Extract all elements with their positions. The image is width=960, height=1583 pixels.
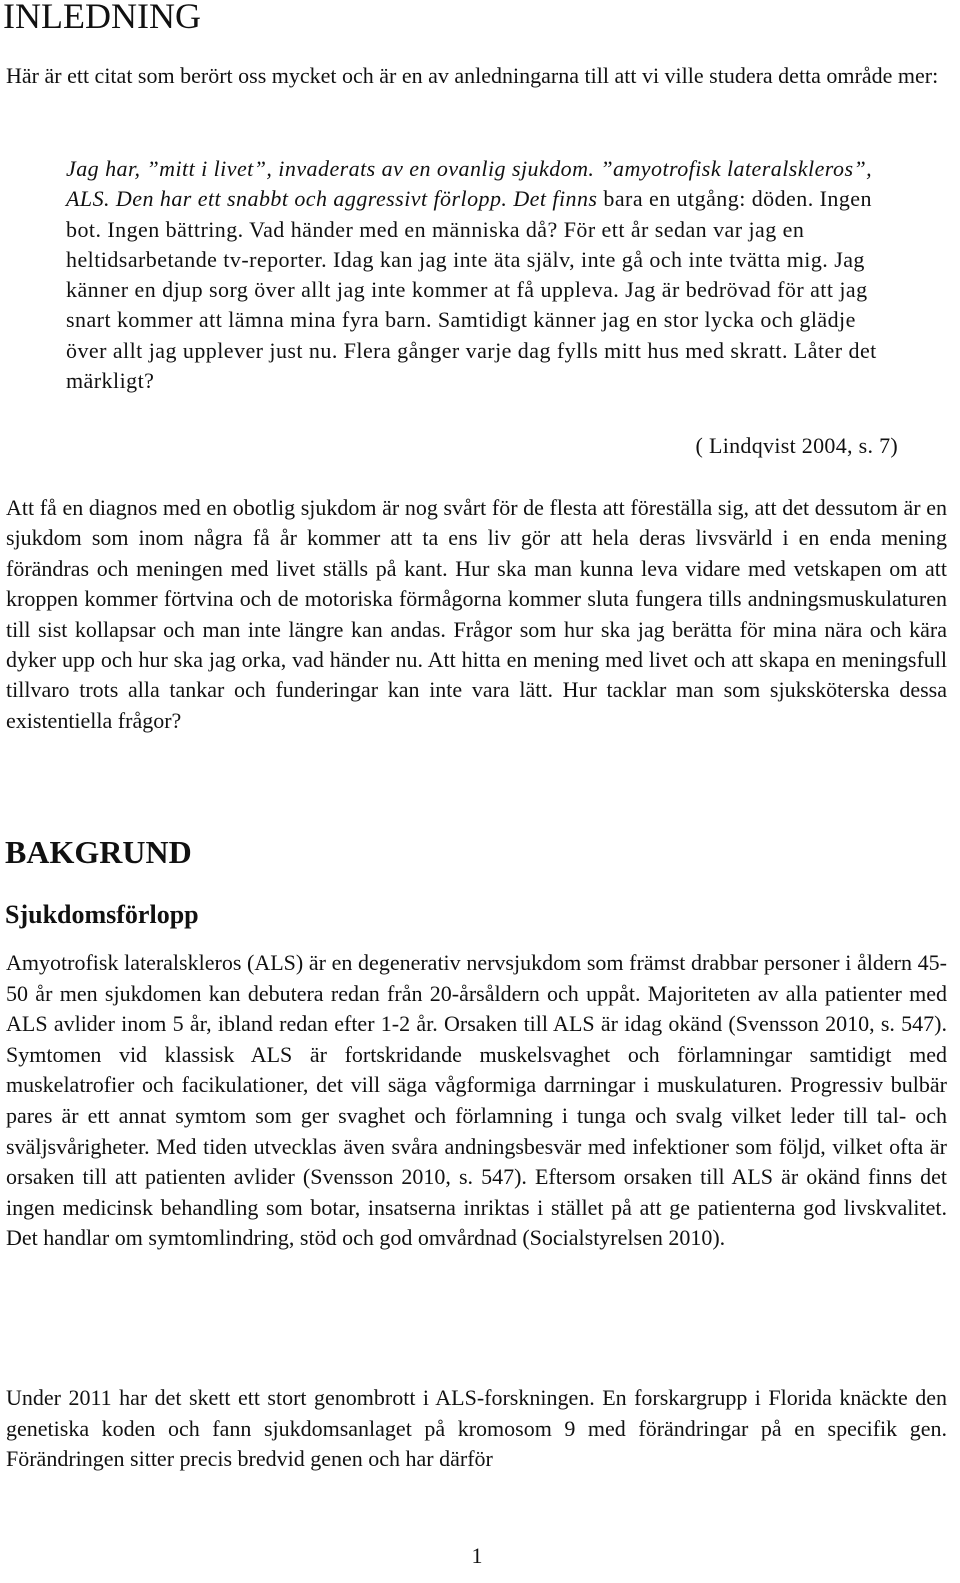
block-quote (66, 154, 900, 396)
quote-italic-text: Jag har, ”mitt i livet”, invaderats av en ovanlig sjukdom. ”amyotrofisk lateralskleros”, ALS. Den har ett snabbt och aggressivt förlopp. Det finns (66, 156, 873, 212)
subheading-sjukdomsforlopp: Sjukdomsförlopp (5, 900, 199, 929)
heading-bakgrund: BAKGRUND (5, 834, 192, 870)
paragraph-als-description: Amyotrofisk lateralskleros (ALS) är en degenerativ nervsjukdom som främst drabbar personer i åldern 45-50 år men sjukdomen kan debutera redan från 20-årsåldern och uppåt. Majoriteten av alla patienter med ALS avlider inom 5 år, ibland redan efter 1-2 år. Orsaken till ALS är idag okänd (Svensson 2010, s. 547). Symtomen vid klassisk ALS är fortskridande muskelsvaghet och förlamningar samtidigt med muskelatrofier och facikulationer, det vill säga vågformiga darrningar i muskulaturen. Progressiv bulbär pares är ett annat symtom som ger svaghet och förlamning i tunga och svalg vilket leder till tal- och sväljsvårigheter. Med tiden utvecklas även svåra andningsbesvär med infektioner som följd, vilket ofta är orsaken till att patienten avlider (Svensson 2010, s. 547). Eftersom orsaken till ALS är okänd finns det ingen medicinsk behandling som botar, insatserna inriktas i stället på att ge patienterna god livskvalitet. Det handlar om symtomlindring, stöd och god omvårdnad (Socialstyrelsen 2010). (6, 950, 947, 1251)
page-number: 1 (471, 1543, 483, 1568)
paragraph-diagnosis: Att få en diagnos med en obotlig sjukdom är nog svårt för de flesta att föreställa sig, att det dessutom är en sjukdom som inom några få år kommer att ta ens liv gör att hela deras livsvärld i en enda mening förändras och meningen med livet ställs på kant. Hur ska man kunna leva vidare med vetskapen om att kroppen kommer förtvina och de motoriska förmågorna kommer sluta fungera tills andningsmuskulaturen till sist kollapsar och man inte längre kan andas. Frågor som hur ska jag berätta för mina nära och kära dyker upp och hur ska jag orka, vad händer nu. Att hitta en mening med livet och att skapa en meningsfull tillvaro trots alla tankar och funderingar kan inte vara lätt. Hur tacklar man som sjuksköterska dessa existentiella frågor? (6, 495, 947, 733)
quote-citation: ( Lindqvist 2004, s. 7) (695, 433, 898, 458)
quote-text: bara en utgång: döden. Ingen bot. Ingen bättring. Vad händer med en människa då? För ett år sedan var jag en heltidsarbetande tv-reporter. Idag kan jag inte äta själv, inte gå och inte tvätta mig. Jag känner en djup sorg över allt jag inte kommer at få uppleva. Jag är bedrövad för att jag snart kommer att lämna mina fyra barn. Samtidigt känner jag en stor lycka och glädje över allt jag upplever just nu. Flera gånger varje dag fylls mitt hus med skratt. Låter det märkligt? (66, 186, 877, 394)
heading-inledning: INLEDNING (3, 0, 201, 36)
intro-paragraph: Här är ett citat som berört oss mycket och är en av anledningarna till att vi ville studera detta område mer: (6, 63, 939, 88)
paragraph-research: Under 2011 har det skett ett stort genombrott i ALS-forskningen. En forskargrupp i Florida knäckte den genetiska koden och fann sjukdomsanlaget på kromosom 9 med förändringar på en specifik gen. Förändringen sitter precis bredvid genen och har därför (6, 1385, 947, 1471)
